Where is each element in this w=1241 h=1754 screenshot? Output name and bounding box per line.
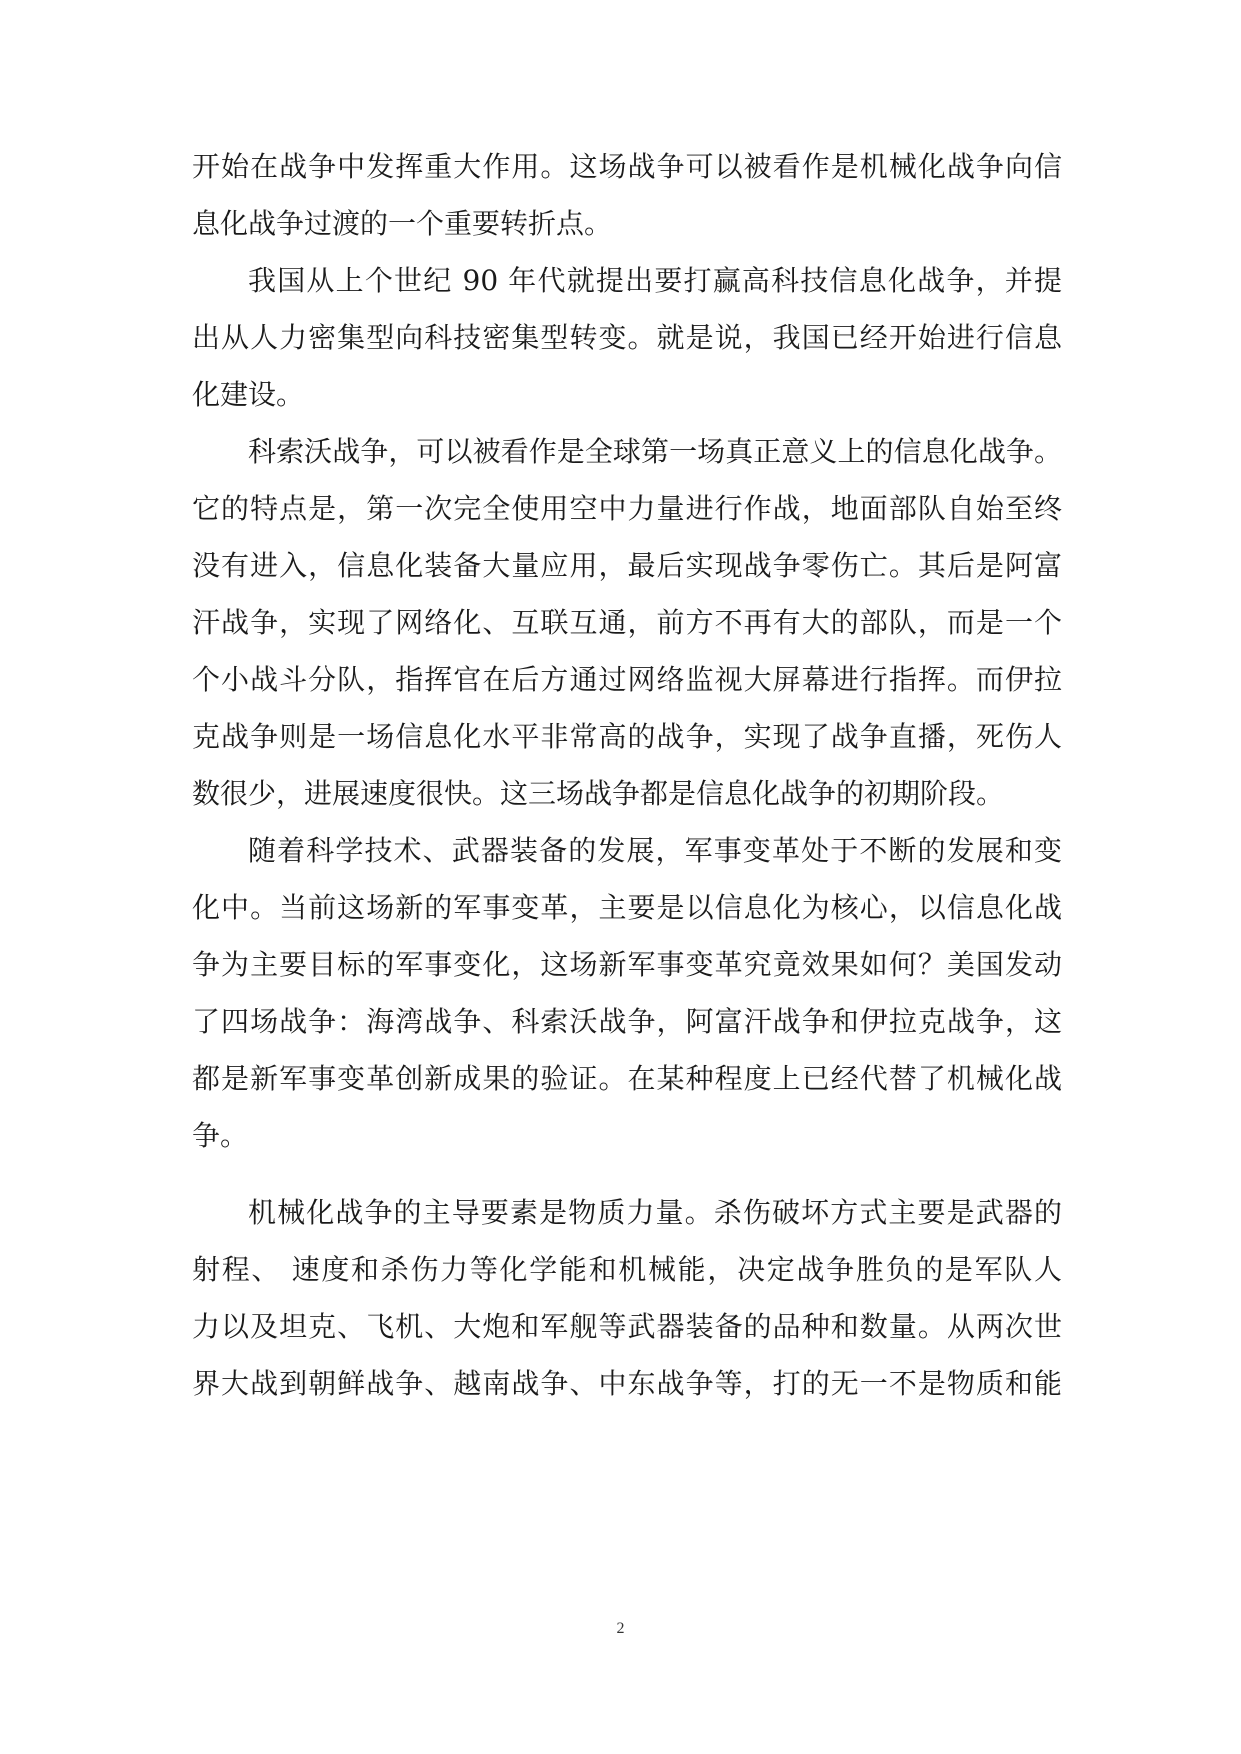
paragraph-2-line-2: 出从人力密集型向科技密集型转变。就是说，我国已经开始进行信息	[192, 321, 1062, 354]
paragraph-5-line-1: 机械化战争的主导要素是物质力量。杀伤破坏方式主要是武器的	[248, 1196, 1062, 1229]
paragraph-4-line-4: 了四场战争：海湾战争、科索沃战争，阿富汗战争和伊拉克战争，这	[192, 1005, 1062, 1038]
paragraph-4-line-3: 争为主要目标的军事变化，这场新军事变革究竟效果如何？美国发动	[192, 948, 1062, 981]
paragraph-2-line-1: 我国从上个世纪 90 年代就提出要打赢高科技信息化战争，并提	[248, 264, 1062, 297]
paragraph-3-line-4: 汗战争，实现了网络化、互联互通，前方不再有大的部队，而是一个	[192, 606, 1062, 639]
paragraph-3-line-2: 它的特点是，第一次完全使用空中力量进行作战，地面部队自始至终	[192, 492, 1062, 525]
paragraph-1-line-2: 息化战争过渡的一个重要转折点。	[192, 207, 613, 240]
paragraph-4-line-5: 都是新军事变革创新成果的验证。在某种程度上已经代替了机械化战	[192, 1062, 1062, 1095]
page-number: 2	[616, 1620, 625, 1637]
paragraph-3-line-6: 克战争则是一场信息化水平非常高的战争，实现了战争直播，死伤人	[192, 720, 1062, 753]
paragraph-3-line-7: 数很少，进展速度很快。这三场战争都是信息化战争的初期阶段。	[192, 777, 1005, 810]
paragraph-5-line-4: 界大战到朝鲜战争、越南战争、中东战争等，打的无一不是物质和能	[192, 1367, 1062, 1400]
paragraph-4-line-2: 化中。当前这场新的军事变革，主要是以信息化为核心，以信息化战	[192, 891, 1062, 924]
paragraph-5-line-3: 力以及坦克、飞机、大炮和军舰等武器装备的品种和数量。从两次世	[192, 1310, 1062, 1343]
paragraph-2-line-3: 化建设。	[192, 378, 305, 411]
paragraph-5-line-2: 射程、 速度和杀伤力等化学能和机械能，决定战争胜负的是军队人	[192, 1253, 1062, 1286]
paragraph-3-line-3: 没有进入，信息化装备大量应用，最后实现战争零伤亡。其后是阿富	[192, 549, 1062, 582]
paragraph-3-line-5: 个小战斗分队，指挥官在后方通过网络监视大屏幕进行指挥。而伊拉	[192, 663, 1062, 696]
paragraph-4-line-1: 随着科学技术、武器装备的发展，军事变革处于不断的发展和变	[248, 834, 1062, 867]
paragraph-1-line-1: 开始在战争中发挥重大作用。这场战争可以被看作是机械化战争向信	[192, 150, 1062, 183]
paragraph-3-line-1: 科索沃战争，可以被看作是全球第一场真正意义上的信息化战争。	[248, 435, 1062, 468]
paragraph-4-line-6: 争。	[192, 1119, 249, 1152]
